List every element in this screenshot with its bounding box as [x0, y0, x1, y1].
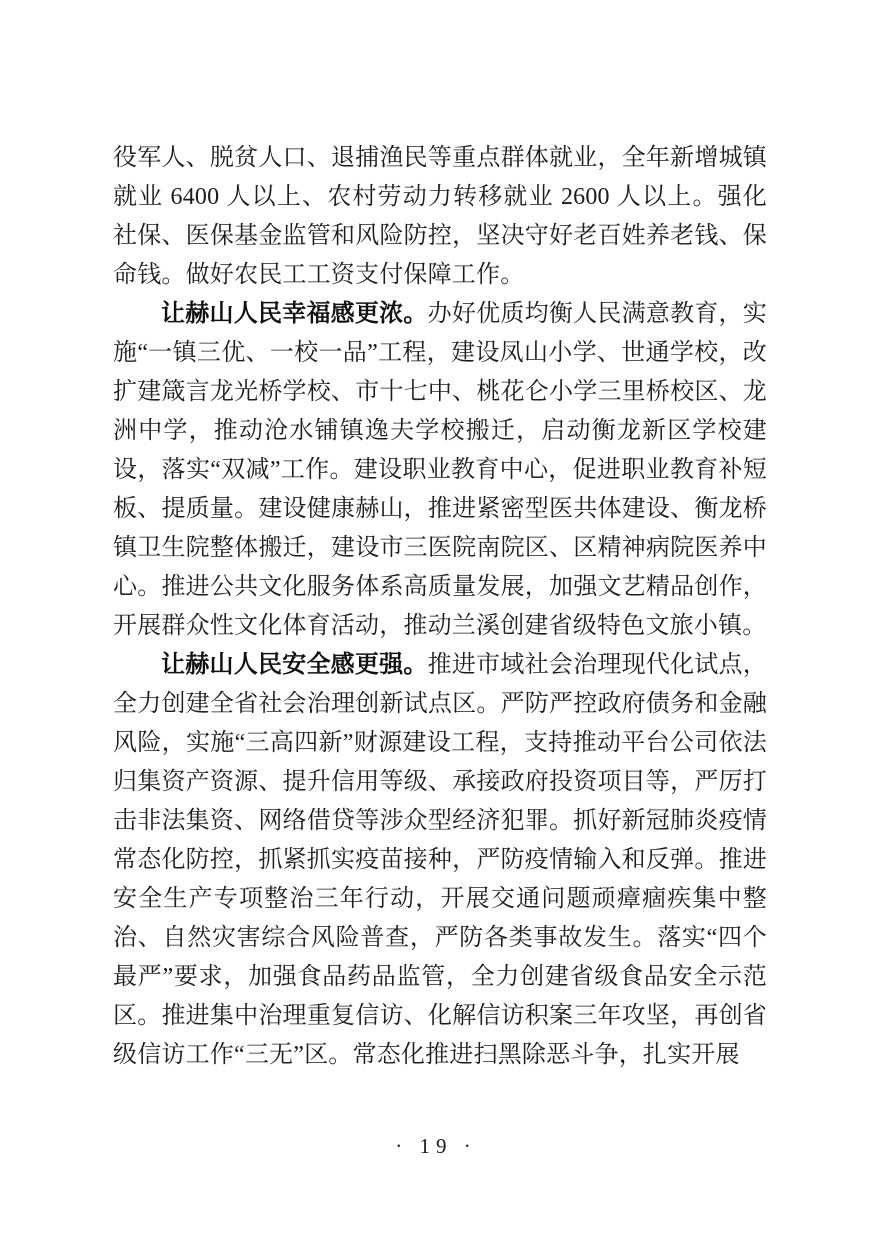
- paragraph-text: 推进市域社会治理现代化试点，全力创建全省社会治理创新试点区。严防严控政府债务和金融风险，实施“三高四新”财源建设工程，支持推动平台公司依法归集资产资源、提升信用等级、承接政府投资项目等，严厉打击非法集资、网络借贷等涉众型经济犯罪。抓好新冠肺炎疫情常态化防控，抓紧抓实疫苗接种，严防疫情输入和反弹。推进安全生产专项整治三年行动，开展交通问题顽瘴痼疾集中整治、自然灾害综合风险普查，严防各类事故发生。落实“四个最严”要求，加强食品药品监管，全力创建省级食品安全示范区。推进集中治理重复信访、化解信访积案三年攻坚，再创省级信访工作“三无”区。常态化推进扫黑除恶斗争，扎实开展: [113, 652, 767, 1068]
- paragraph-text: 办好优质均衡人民满意教育，实施“一镇三优、一校一品”工程，建设凤山小学、世通学校，改扩建箴言龙光桥学校、市十七中、桃花仑小学三里桥校区、龙洲中学，推动沧水铺镇逸夫学校搬迁，启动衡龙新区学校建设，落实“双减”工作。建设职业教育中心，促进职业教育补短板、提质量。建设健康赫山，推进紧密型医共体建设、衡龙桥镇卫生院整体搬迁，建设市三医院南院区、区精神病院医养中心。推进公共文化服务体系高质量发展，加强文艺精品创作，开展群众性文化体育活动，推动兰溪创建省级特色文旅小镇。: [113, 301, 767, 639]
- paragraph-lead: 让赫山人民安全感更强。: [161, 652, 428, 678]
- paragraph: [113, 295, 767, 646]
- paragraph-text: 役军人、脱贫人口、退捕渔民等重点群体就业，全年新增城镇就业 6400 人以上、农村劳动力转移就业 2600 人以上。强化社保、医保基金监管和风险防控，坚决守好老百姓养老钱、保命钱。做好农民工工资支付保障工作。: [113, 145, 767, 288]
- document-body: [113, 139, 767, 1075]
- paragraph: [113, 139, 767, 295]
- paragraph-lead: 让赫山人民幸福感更浓。: [161, 301, 428, 327]
- page-number: · 19 ·: [395, 1134, 477, 1158]
- paragraph: [113, 646, 767, 1075]
